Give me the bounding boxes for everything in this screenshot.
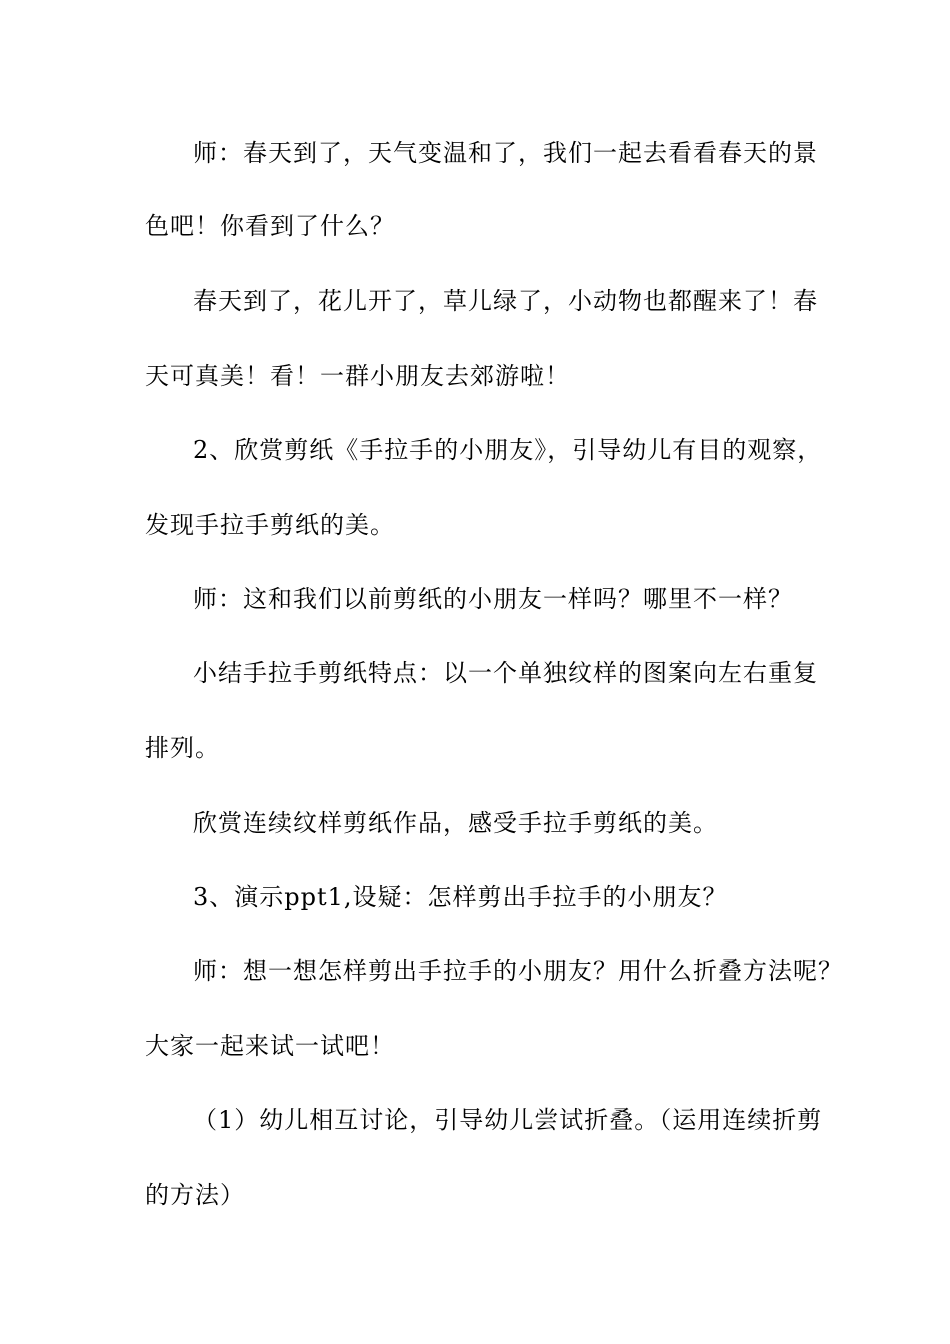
paragraph-line: 大家一起来试一试吧！ [145,1032,395,1060]
paragraph-line: 天可真美！看！一群小朋友去郊游啦！ [145,362,570,390]
paragraph-line: 2、欣赏剪纸《手拉手的小朋友》，引导幼儿有目的观察， [193,436,823,464]
paragraph-line: 发现手拉手剪纸的美。 [145,511,395,539]
paragraph-line: （1）幼儿相互讨论，引导幼儿尝试折叠。（运用连续折剪 [193,1106,823,1134]
paragraph-line: 排列。 [145,734,220,762]
paragraph-line: 色吧！你看到了什么？ [145,212,395,240]
paragraph-line: 师：春天到了，天气变温和了，我们一起去看看春天的景 [193,139,818,167]
paragraph-line: 小结手拉手剪纸特点：以一个单独纹样的图案向左右重复 [193,659,818,687]
paragraph-line: 3、演示ppt1,设疑：怎样剪出手拉手的小朋友？ [193,883,728,911]
paragraph-line: 欣赏连续纹样剪纸作品，感受手拉手剪纸的美。 [193,809,718,837]
paragraph-line: 的方法） [145,1181,245,1209]
paragraph-line: 师：这和我们以前剪纸的小朋友一样吗？哪里不一样？ [193,585,793,613]
paragraph-line: 春天到了，花儿开了，草儿绿了，小动物也都醒来了！春 [193,287,818,315]
paragraph-line: 师：想一想怎样剪出手拉手的小朋友？用什么折叠方法呢？ [193,957,843,985]
